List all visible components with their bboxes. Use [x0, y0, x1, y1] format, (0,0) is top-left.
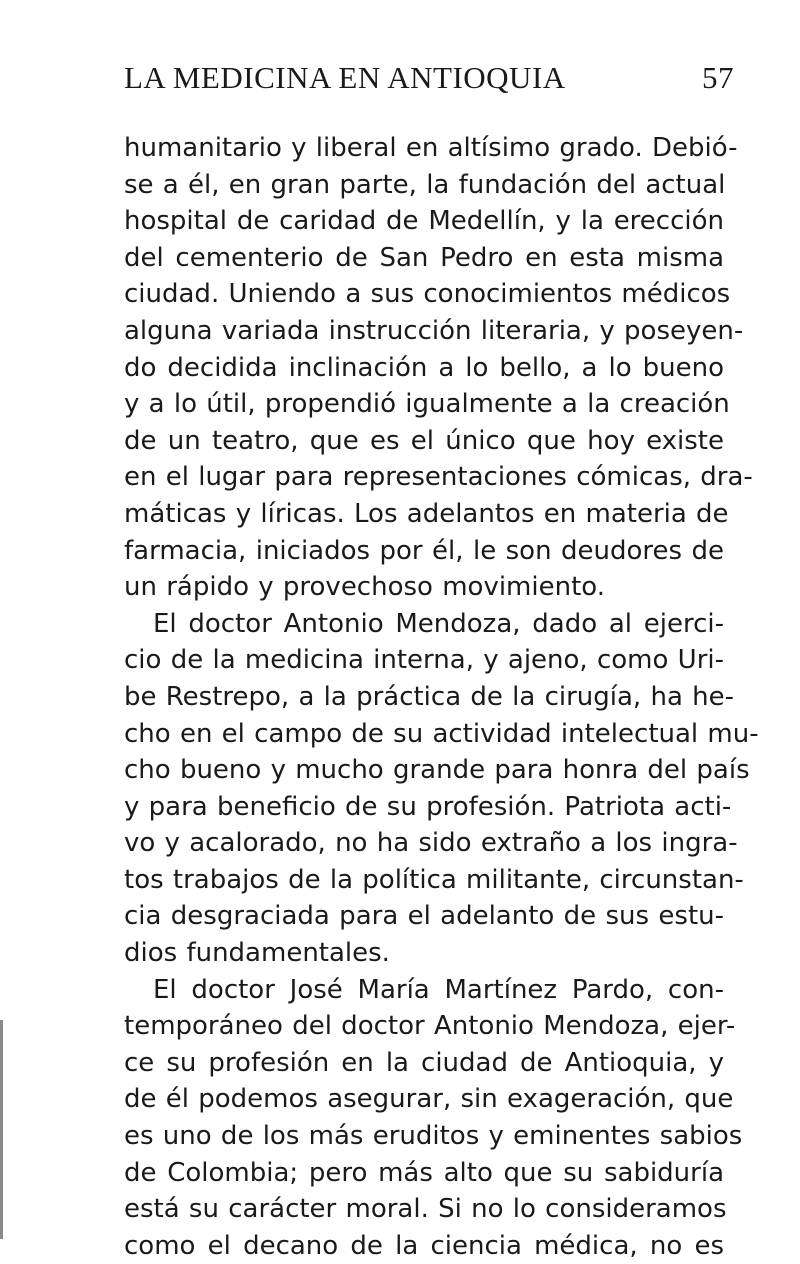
page-number: 57 [702, 60, 734, 95]
paragraph-start-line: El doctor José María Martínez Pardo, con- [153, 974, 724, 1005]
text-line: máticas y líricas. Los adelantos en materia de [124, 498, 729, 529]
text-line: be Restrepo, a la práctica de la cirugía, ha he- [124, 681, 734, 712]
text-line: está su carácter moral. Si no lo consideramos [124, 1194, 727, 1225]
text-line: de él podemos asegurar, sin exageración, que [124, 1084, 734, 1115]
paragraph-start-line: El doctor Antonio Mendoza, dado al ejerci- [153, 608, 724, 639]
text-line: y para beneficio de su profesión. Patriota acti- [124, 791, 732, 822]
body-text [124, 130, 759, 1264]
text-line: de Colombia; pero más alto que su sabiduría [124, 1157, 724, 1188]
text-line: en el lugar para representaciones cómicas, dra- [124, 462, 753, 493]
running-header [124, 60, 734, 100]
text-line: temporáneo del doctor Antonio Mendoza, ejer- [124, 1011, 736, 1042]
paragraph-end-line: un rápido y provechoso movimiento. [124, 572, 605, 603]
text-line: se a él, en gran parte, la fundación del actual [124, 169, 726, 200]
text-line: del cementerio de San Pedro en esta misma [124, 242, 724, 273]
text-line: cio de la medicina interna, y ajeno, como Uri- [124, 645, 724, 676]
text-line: ciudad. Uniendo a sus conocimientos médicos [124, 279, 731, 310]
text-line: cia desgraciada para el adelanto de sus estu- [124, 901, 724, 932]
text-line: farmacia, iniciados por él, le son deudores de [124, 535, 724, 566]
text-line: cho bueno y mucho grande para honra del país [124, 755, 750, 786]
text-line: como el decano de la ciencia médica, no es [124, 1230, 724, 1261]
text-line: hospital de caridad de Medellín, y la erección [124, 206, 724, 237]
text-line: humanitario y liberal en altísimo grado. Debió- [124, 133, 738, 163]
text-line: y a lo útil, propendió igualmente a la creación [124, 389, 730, 420]
running-title: LA MEDICINA EN ANTIOQUIA [124, 60, 566, 95]
text-line: es uno de los más eruditos y eminentes sabios [124, 1121, 743, 1152]
text-line: tos trabajos de la política militante, circunstan- [124, 864, 744, 895]
text-line: alguna variada instrucción literaria, y poseyen- [124, 315, 744, 346]
text-line: de un teatro, que es el único que hoy existe [124, 425, 724, 456]
text-line: cho en el campo de su actividad intelectual mu- [124, 718, 759, 749]
text-line: vo y acalorado, no ha sido extraño a los ingra- [124, 828, 738, 859]
text-line: do decidida inclinación a lo bello, a lo bueno [124, 352, 724, 383]
scan-edge-mark [0, 1020, 3, 1239]
text-line: ce su profesión en la ciudad de Antioquia, y [124, 1047, 724, 1078]
paragraph-end-line: dios fundamentales. [124, 938, 390, 969]
